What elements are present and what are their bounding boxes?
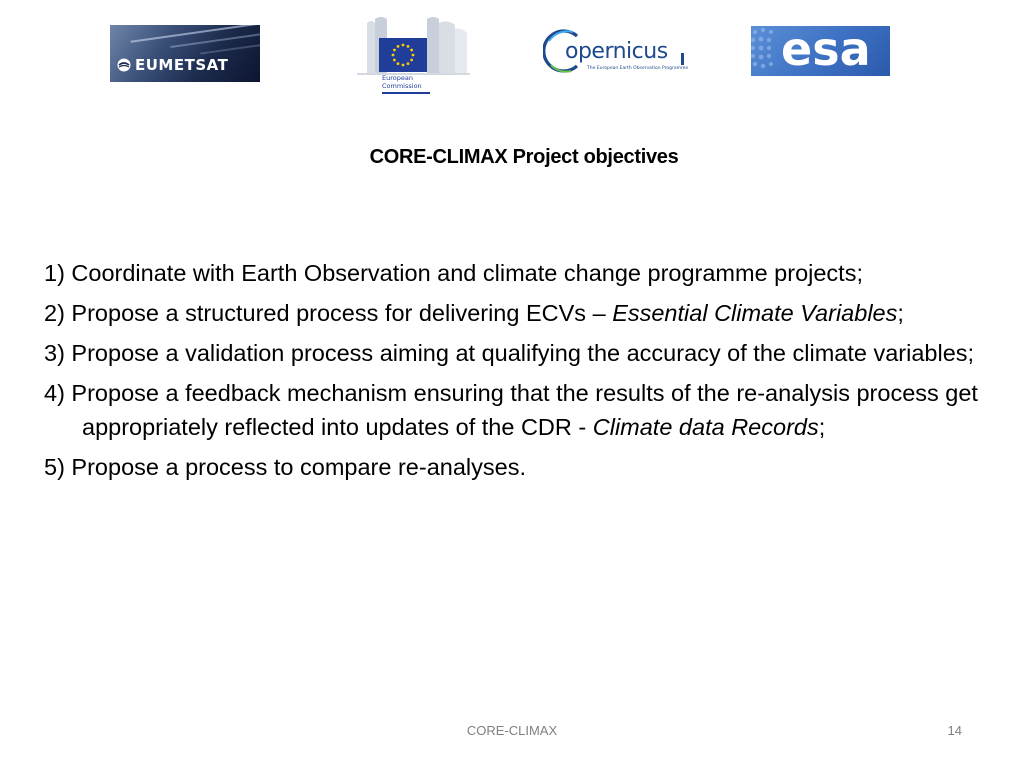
esa-wordmark: esa — [781, 26, 871, 76]
objective-item-2 — [44, 296, 984, 330]
eumetsat-streak — [131, 25, 260, 43]
objective-item-4 — [44, 376, 984, 444]
objective-item-3 — [44, 336, 984, 370]
copernicus-tagline: The European Earth Observation Programme — [587, 66, 689, 71]
ec-label-line1: European — [382, 74, 413, 82]
slide-title: CORE-CLIMAX Project objectives — [369, 146, 679, 168]
copernicus-bars-icon — [681, 49, 689, 65]
eumetsat-streak — [200, 41, 260, 54]
objective-suffix: ; — [818, 414, 826, 440]
objective-text: 3) Propose a validation process aiming at qualifying the accuracy of the climate variables; — [44, 340, 975, 366]
eu-flag-icon — [379, 38, 427, 72]
objectives-list — [44, 256, 984, 490]
eumetsat-wordmark: EUMETSAT — [135, 56, 229, 74]
ec-underline — [382, 92, 430, 94]
objective-text: 4) Propose a feedback mechanism ensuring that the results of the re-analysis process get appropriately reflected into updates of the CDR - — [44, 380, 978, 440]
objective-suffix: ; — [897, 300, 904, 326]
european-commission-logo — [357, 15, 470, 95]
objective-italic-term: Climate data Records — [592, 414, 819, 440]
objective-item-5 — [44, 450, 984, 484]
objective-text: 5) Propose a process to compare re-analyses. — [44, 454, 526, 480]
copernicus-wordmark: opernicus — [565, 39, 668, 64]
esa-logo — [751, 26, 890, 76]
european-commission-label — [382, 74, 442, 90]
objective-text: 1) Coordinate with Earth Observation and climate change programme projects; — [44, 260, 863, 286]
objective-italic-term: Essential Climate Variables — [612, 300, 898, 326]
eumetsat-logo — [110, 25, 260, 82]
objective-item-1 — [44, 256, 984, 290]
ec-label-line2: Commission — [382, 82, 422, 90]
eumetsat-mark-icon — [117, 58, 131, 72]
slide-number: 14 — [947, 723, 962, 738]
copernicus-logo — [543, 27, 693, 75]
objective-text: 2) Propose a structured process for delivering ECVs – — [44, 300, 613, 326]
footer-label: CORE-CLIMAX — [466, 723, 558, 738]
